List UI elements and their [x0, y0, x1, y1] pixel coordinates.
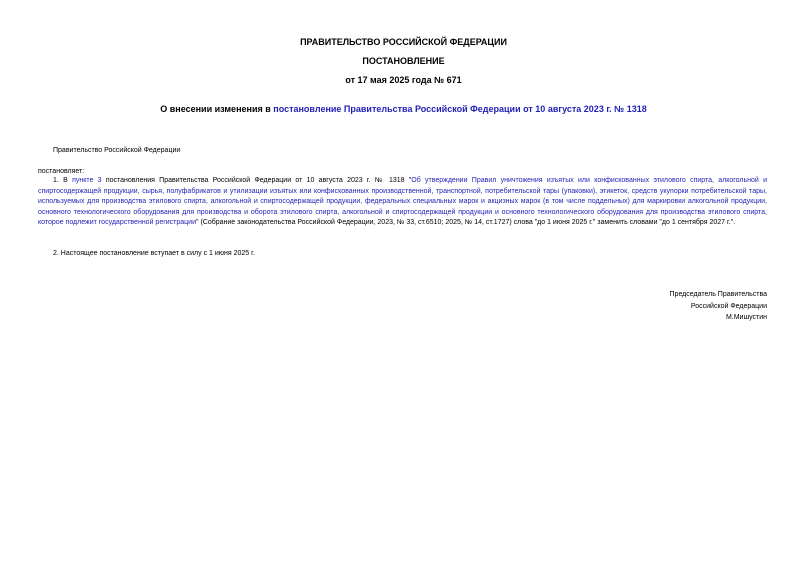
- signature-name: М.Мишустин: [725, 314, 767, 321]
- government-heading: ПРАВИТЕЛЬСТВО РОССИЙСКОЙ ФЕДЕРАЦИИ: [300, 37, 507, 47]
- subject-link[interactable]: постановление Правительства Российской Федерации от 10 августа 2023 г. № 1318: [273, 104, 647, 114]
- item-1-paragraph: [38, 176, 767, 229]
- item-1-number: 1. В: [53, 177, 73, 184]
- document-subject: [0, 104, 807, 115]
- signature-block: [670, 289, 767, 324]
- item-1-text-2: " (Собрание законодательства Российской Федерации, 2023, № 33, ст.6510; 2025, № 14, ст.1727) слова "до 1 июня 2025 г." заменить словами "до 1 сентября 2027 г.".: [196, 219, 736, 227]
- item-2-paragraph: 2. Настоящее постановление вступает в силу с 1 июня 2025 г.: [53, 250, 255, 257]
- government-intro: Правительство Российской Федерации: [53, 147, 181, 154]
- signature-position-line1: Председатель Правительства: [669, 291, 767, 298]
- resolution-title-link[interactable]: Об утверждении Правил уничтожения изъятых или конфискованных этилового спирта, алкогольной и спиртосодержащей продукции, сырья, полуфабрикатов и утилизации изъятых или конфискованных производственной, транспортной, потребительской тары (упаковки), этикеток, средств укупорки потребительской тары, используемых для производства этилового спирта, алкогольной и спиртосодержащей продукции, федеральных специальных марок и акцизных марок (в том числе поддельных) для маркировки алкогольной продукции, основного технологического оборудования для производства и оборота этилового спирта, алкогольной и спиртосодержащей продукции и основного технологического оборудования для производства этилового спирта, которое подлежит государственной регистрации: [38, 177, 767, 227]
- point-3-link[interactable]: пункте 3: [72, 177, 102, 184]
- document-type-heading: ПОСТАНОВЛЕНИЕ: [362, 56, 445, 66]
- signature-position-line2: Российской Федерации: [690, 302, 767, 310]
- decides-text: постановляет:: [38, 168, 85, 175]
- date-number-heading: от 17 мая 2025 года № 671: [345, 75, 462, 85]
- item-1-text-1: постановления Правительства Российской Федерации от 10 августа 2023 г. № 1318 ": [101, 177, 412, 184]
- subject-prefix: О внесении изменения в: [160, 104, 274, 114]
